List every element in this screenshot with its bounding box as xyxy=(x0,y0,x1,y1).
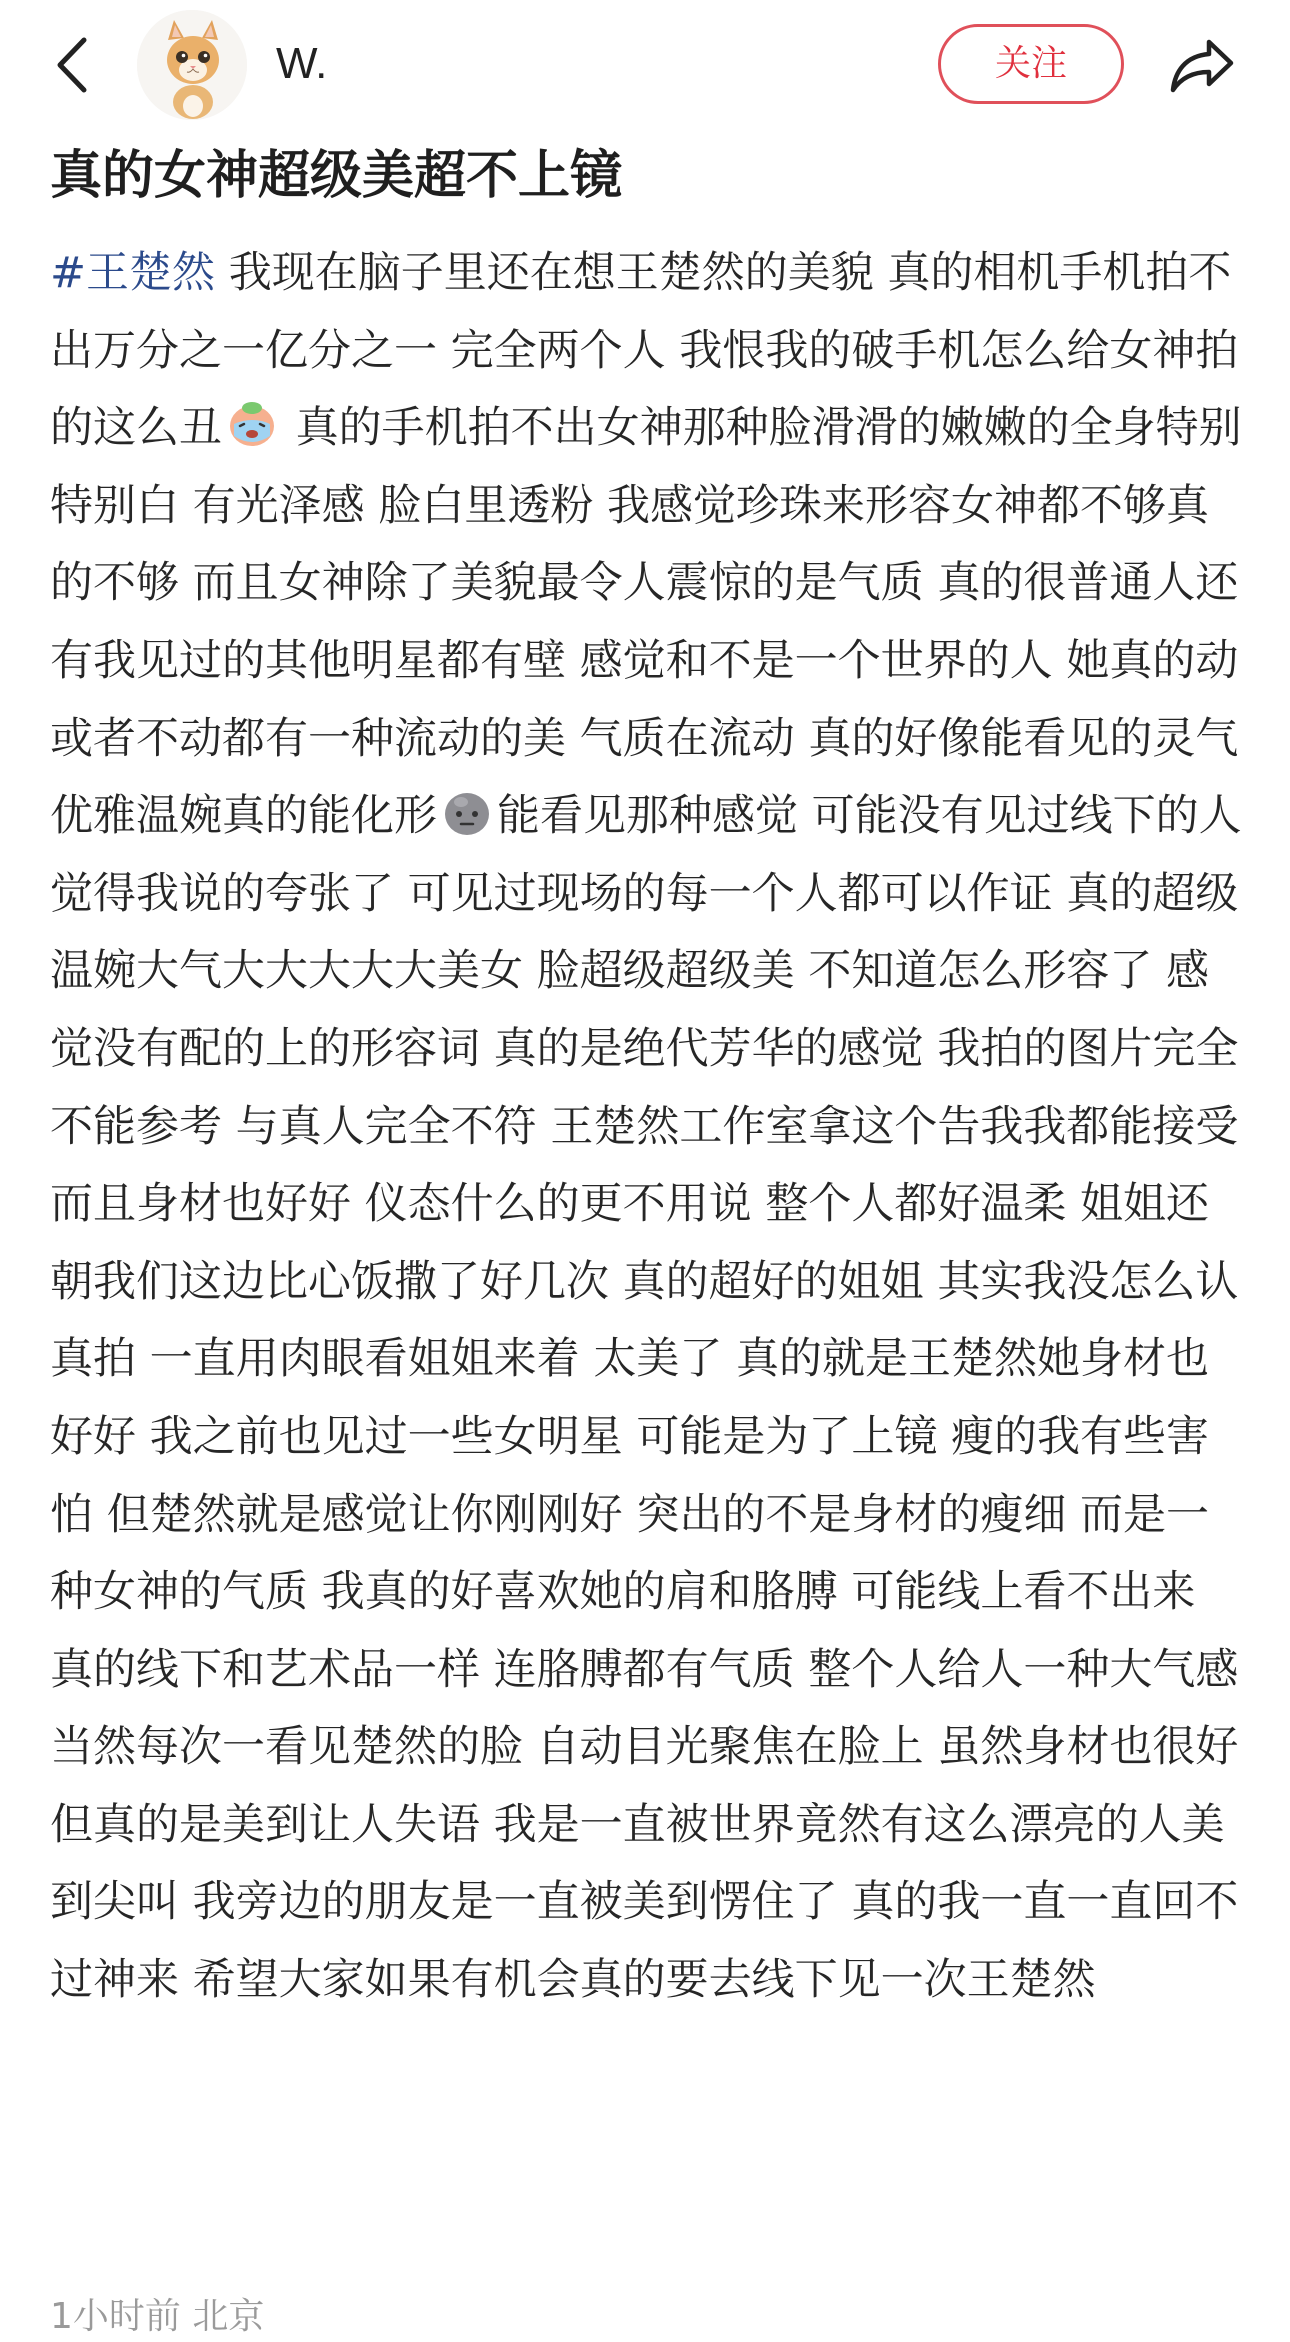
top-bar xyxy=(0,0,1290,130)
back-button[interactable] xyxy=(50,30,100,100)
crying-emoji-icon xyxy=(224,394,280,450)
post-text-segment: 真的手机拍不出女神那种脸滑滑的嫩嫩的全身特别特别白 有光泽感 脸白里透粉 我感觉珍珠来形容女神都不够真的不够 而且女神除了美貌最令人震惊的是气质 真的很普通人还有我见过的其他明星都有壁 感觉和不是一个世界的人 她真的动或者不动都有一种流动的美 气质在流动 真的好像能看见的灵气 优雅温婉真的能化形 xyxy=(50,403,1242,842)
post-meta: 1小时前 北京 xyxy=(50,2296,265,2337)
username[interactable]: W. xyxy=(276,39,328,88)
stone-face-emoji-icon xyxy=(439,782,495,838)
share-arrow-icon xyxy=(1165,30,1237,102)
follow-button[interactable]: 关注 xyxy=(938,24,1124,104)
avatar[interactable] xyxy=(137,10,247,120)
post-text-segment: 能看见那种感觉 可能没有见过线下的人觉得我说的夸张了 可见过现场的每一个人都可以作证 真的超级温婉大气大大大大大美女 脸超级超级美 不知道怎么形容了 感觉没有配的上的形容词 真的是绝代芳华的感觉 我拍的图片完全不能参考 与真人完全不符 王楚然工作室拿这个告我我都能接受 而且身材也好好 仪态什么的更不用说 整个人都好温柔 姐姐还朝我们这边比心饭撒了好几次 真的超好的姐姐 其实我没怎么认真拍 一直用肉眼看姐姐来着 太美了 真的就是王楚然她身材也好好 我之前也见过一些女明星 可能是为了上镜 瘦的我有些害怕 但楚然就是感觉让你刚刚好 突出的不是身材的瘦细 而是一种女神的气质 我真的好喜欢她的肩和胳膊 可能线上看不出来 真的线下和艺术品一样 连胳膊都有气质 整个人给人一种大气感 当然每次一看见楚然的脸 自动目光聚焦在脸上 虽然身材也很好 但真的是美到让人失语 我是一直被世界竟然有这么漂亮的人美到尖叫 我旁边的朋友是一直被美到愣住了 真的我一直一直回不过神来 希望大家如果有机会真的要去线下见一次王楚然 xyxy=(50,791,1242,2006)
hashtag-link[interactable]: #王楚然 xyxy=(50,248,216,298)
kitten-avatar-icon xyxy=(137,10,247,120)
post-body xyxy=(50,235,1245,2020)
post-text-segment: 我现在脑子里还在想王楚然的美貌 真的相机手机拍不出万分之一亿分之一 完全两个人 我恨我的破手机怎么给女神拍的这么丑 xyxy=(50,248,1239,454)
share-button[interactable] xyxy=(1165,30,1237,102)
chevron-left-icon xyxy=(50,30,100,100)
post-title: 真的女神超级美超不上镜 xyxy=(50,146,623,206)
